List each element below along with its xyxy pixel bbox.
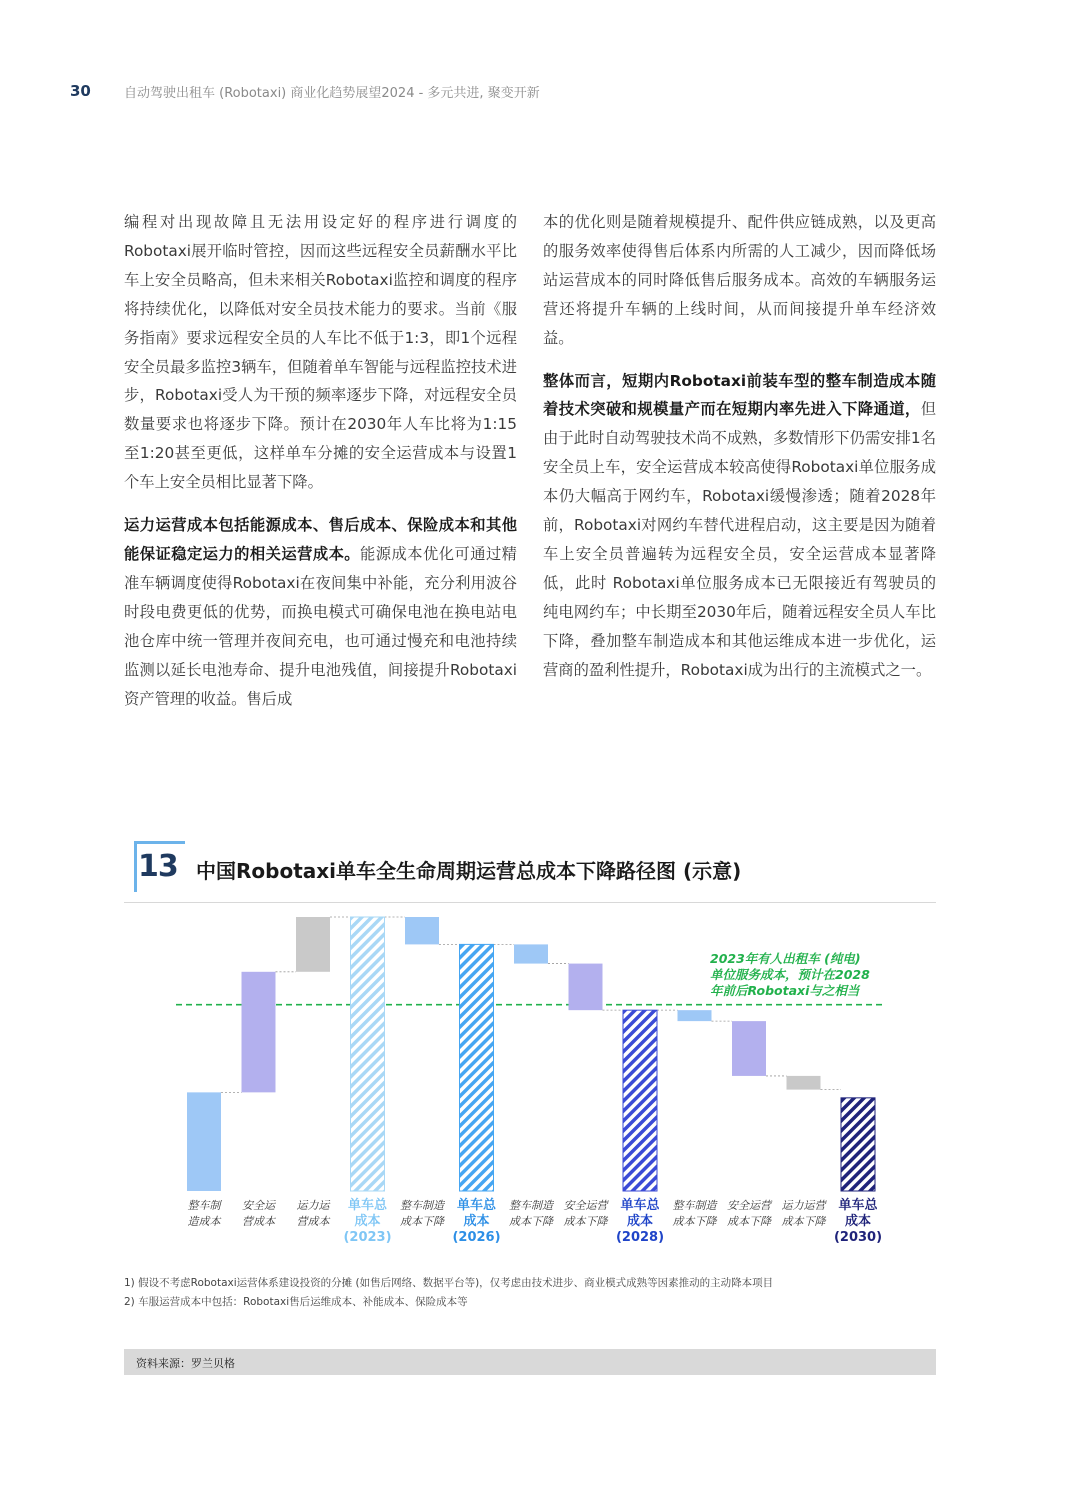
reference-label-line: 2023年有人出租车 (纯电) [710, 951, 861, 966]
waterfall-bar [569, 964, 603, 1011]
category-label: 单车总 [620, 1198, 660, 1213]
waterfall-bar [623, 1010, 657, 1191]
right-paragraph-2-body: 但由于此时自动驾驶技术尚不成熟，多数情形下仍需安排1名安全员上车，安全运营成本较高使得Robotaxi单位服务成本仍大幅高于网约车，Robotaxi缓慢渗透；随着2028年前，Robotaxi对网约车替代进程启动，这主要是因为随着车上安全员普遍转为远程安全员，安全运营成本显著降低，此时 Robotaxi单位服务成本已无限接近有驾驶员的纯电网约车；中长期至2030年后，随着远程安全员人车比下降，叠加整车制造成本和其他运维成本进一步优化，运营商的盈利性提升，Robotaxi成为出行的主流模式之一。 [543, 400, 936, 679]
right-paragraph-1: 本的优化则是随着规模提升、配件供应链成熟，以及更高的服务效率使得售后体系内所需的人工减少，因而降低场站运营成本的同时降低售后服务成本。高效的车辆服务运营还将提升车辆的上线时间，从而间接提升单车经济效益。 [543, 213, 936, 347]
category-label: 单车总 [347, 1198, 388, 1213]
page-number: 30 [70, 82, 91, 100]
category-label: 成本下降 [727, 1215, 771, 1228]
reference-label-line: 单位服务成本，预计在2028 [710, 967, 870, 982]
category-label: 营成本 [296, 1215, 330, 1228]
footnote-1: 1) 假设不考虑Robotaxi运营体系建设投资的分摊 (如售后网络、数据平台等)，仅考虑由技术进步、商业模式成熟等因素推动的主动降本项目 [124, 1277, 774, 1289]
category-label: (2028) [615, 1230, 665, 1245]
waterfall-bar [514, 944, 548, 963]
category-label: 成本下降 [400, 1215, 444, 1228]
category-label: 造成本 [187, 1215, 221, 1228]
figure-divider [124, 902, 936, 903]
category-label: 整车制造 [400, 1199, 444, 1212]
waterfall-chart [124, 905, 936, 1250]
source-bar [124, 1349, 936, 1375]
waterfall-bar [787, 1076, 821, 1090]
figure-header [124, 835, 936, 893]
waterfall-bar [460, 944, 494, 1191]
category-label: 成本 [463, 1214, 490, 1229]
category-label: 整车制造 [509, 1199, 553, 1212]
category-label: 成本 [626, 1214, 654, 1229]
footnote-2: 2) 车服运营成本中包括：Robotaxi售后运维成本、补能成本、保险成本等 [124, 1296, 468, 1308]
category-label: 成本 [354, 1214, 381, 1229]
figure-title: 中国Robotaxi单车全生命周期运营总成本下降路径图 (示意) [196, 859, 742, 883]
category-label: 成本下降 [509, 1215, 553, 1228]
category-label: 整车制造 [672, 1199, 717, 1212]
left-paragraph-2-body: 能源成本优化可通过精准车辆调度使得Robotaxi在夜间集中补能，充分利用波谷时段电费更低的优势，而换电模式可确保电池在换电站电池仓库中统一管理并夜间充电，也可通过慢充和电池持续监测以延长电池寿命、提升电池残值，间接提升Robotaxi资产管理的收益。售后成 [124, 544, 517, 708]
category-label: 运力运 [296, 1199, 330, 1212]
waterfall-bar [242, 972, 276, 1093]
waterfall-bar [405, 917, 439, 944]
category-label: 安全运 [242, 1199, 275, 1212]
right-column [543, 208, 936, 699]
figure-number: 13 [138, 849, 178, 884]
category-label: 安全运营 [563, 1199, 608, 1212]
category-label: 成本 [844, 1214, 872, 1229]
source-text: 资料来源：罗兰贝格 [136, 1357, 235, 1370]
right-paragraph-2-lead: 整体而言，短期内Robotaxi前装车型的整车制造成本随着技术突破和规模量产而在短期内率先进入下降通道， [543, 371, 936, 419]
waterfall-bar [732, 1021, 766, 1076]
category-label: 整车制 [187, 1199, 221, 1212]
left-column [124, 208, 517, 727]
category-label: 成本下降 [672, 1215, 717, 1228]
category-label: (2023) [343, 1230, 392, 1245]
category-label: 单车总 [838, 1198, 878, 1213]
left-paragraph-1: 编程对出现故障且无法用设定好的程序进行调度的Robotaxi展开临时管控，因而这些远程安全员薪酬水平比车上安全员略高，但未来相关Robotaxi监控和调度的程序将持续优化，以降低对安全员技术能力的要求。当前《服务指南》要求远程安全员的人车比不低于1:3，即1个远程安全员最多监控3辆车，但随着单车智能与远程监控技术进步，Robotaxi受人为干预的频率逐步下降，对远程安全员数量要求也将逐步下降。预计在2030年人车比将为1:15 至1:20甚至更低，这样单车分摊的安全运营成本与设置1个车上安全员相比显著下降。 [124, 213, 517, 492]
right-paragraph-2 [543, 367, 936, 685]
category-label: 成本下降 [563, 1215, 608, 1228]
category-label: (2026) [452, 1230, 501, 1245]
waterfall-bar [351, 917, 385, 1191]
waterfall-bar [187, 1092, 221, 1191]
category-label: 营成本 [242, 1215, 275, 1228]
page-header [70, 80, 540, 102]
waterfall-bar [841, 1098, 875, 1191]
waterfall-bar [296, 917, 330, 972]
reference-label-line: 年前后Robotaxi与之相当 [710, 983, 860, 998]
running-title: 自动驾驶出租车 (Robotaxi) 商业化趋势展望2024 - 多元共进, 聚变开新 [124, 85, 540, 101]
left-paragraph-2 [124, 511, 517, 713]
category-label: (2030) [833, 1230, 883, 1245]
waterfall-bar [678, 1010, 712, 1021]
category-label: 成本下降 [781, 1215, 826, 1228]
category-label: 单车总 [456, 1198, 497, 1213]
left-paragraph-2-lead: 运力运营成本包括能源成本、售后成本、保险成本和其他能保证稳定运力的相关运营成本。 [124, 516, 517, 563]
category-label: 安全运营 [727, 1199, 771, 1212]
category-label: 运力运营 [781, 1199, 826, 1212]
